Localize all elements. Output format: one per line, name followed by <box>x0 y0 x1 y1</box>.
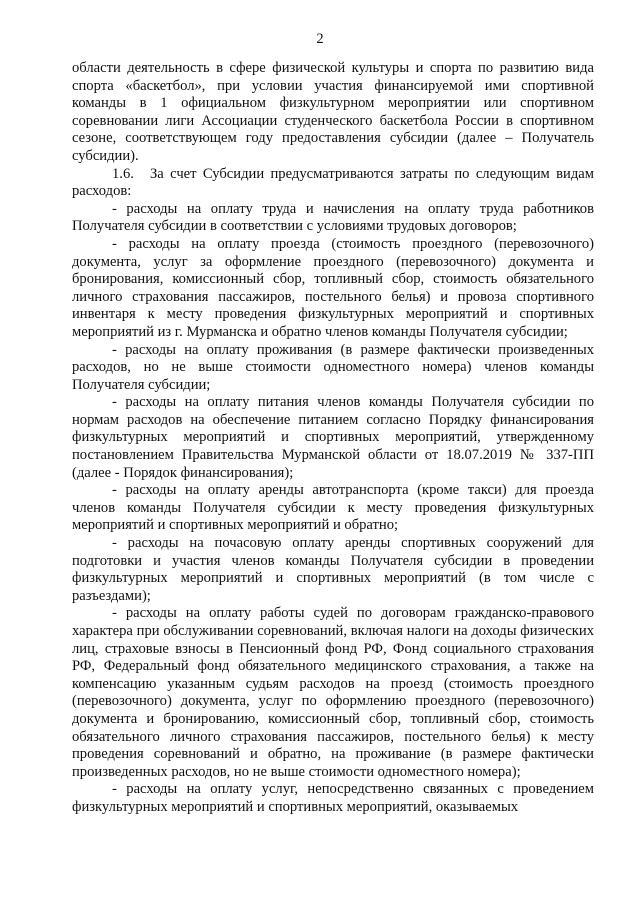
list-item-services-costs: - расходы на оплату услуг, непосредственно связанных с проведением физкультурных мероприятий и спортивных мероприятий, оказываемых <box>72 781 594 815</box>
point-number: 1.6. <box>112 165 134 182</box>
page-number: 2 <box>316 31 324 47</box>
point-text: За счет Субсидии предусматриваются затраты по следующим видам расходов: <box>72 165 594 200</box>
list-item-labor-costs: - расходы на оплату труда и начисления на оплату труда работников Получателя субсидии в соответствии с условиями трудовых договоров; <box>72 200 594 235</box>
list-item-travel-costs: - расходы на оплату проезда (стоимость проездного (перевозочного) документа, услуг за оформление проездного (перевозочного) документа и бронирования, комиссионный сбор, топливный сбор, стоимость обязательного личного страхования пассажиров, постельного белья) и провоза спортивного инвентаря к месту проведения физкультурных мероприятий и спортивных мероприятий из г. Мурманска и обратно членов команды Получателя субсидии; <box>72 235 594 340</box>
list-item-meal-costs: - расходы на оплату питания членов команды Получателя субсидии по нормам расходов на обеспечение питанием согласно Порядку финансирования физкультурных мероприятий и спортивных мероприятий, утвержденному постановлением Правительства Мурманской области от 18.07.2019 № 337-ПП (далее - Порядок финансирования); <box>72 394 594 481</box>
list-item-vehicle-rental-costs: - расходы на оплату аренды автотранспорта (кроме такси) для проезда членов команды Получателя субсидии к месту проведения физкультурных мероприятий и спортивных мероприятий и обратно; <box>72 482 594 534</box>
list-item-facility-rental-costs: - расходы на почасовую оплату аренды спортивных сооружений для подготовки и участия членов команды Получателя субсидии в проведении физкультурных мероприятий и спортивных мероприятий (в том числе с разъездами); <box>72 535 594 604</box>
list-item-referee-costs: - расходы на оплату работы судей по договорам гражданско-правового характера при обслуживании соревнований, включая налоги на доходы физических лиц, страховые взносы в Пенсионный фонд РФ, Фонд социального страхования РФ, Федеральный фонд обязательного медицинского страхования, а также на компенсацию указанным судьям расходов на проезд (стоимость проездного (перевозочного) документа, услуг по оформлению проездного (перевозочного) документа и бронированию, комиссионный сбор, топливный сбор, стоимость обязательного личного страхования пассажиров, постельного белья) к месту проведения соревнований и обратно, на проживание (в размере фактически произведенных расходов, но не выше стоимости одноместного номера); <box>72 605 594 780</box>
document-body <box>72 60 594 817</box>
paragraph-point-1-6 <box>72 166 594 201</box>
paragraph-recipient-definition: области деятельность в сфере физической культуры и спорта по развитию вида спорта «баскетбол», при условии участия финансируемой ими спортивной команды в 1 официальном физкультурном мероприятии или спортивном соревновании лиги Ассоциации студенческого баскетбола России в спортивном сезоне, соответствующем году предоставления субсидии (далее – Получатель субсидии). <box>72 60 594 164</box>
list-item-accommodation-costs: - расходы на оплату проживания (в размере фактически произведенных расходов, но не выше стоимости одноместного номера) членов команды Получателя субсидии; <box>72 341 594 393</box>
